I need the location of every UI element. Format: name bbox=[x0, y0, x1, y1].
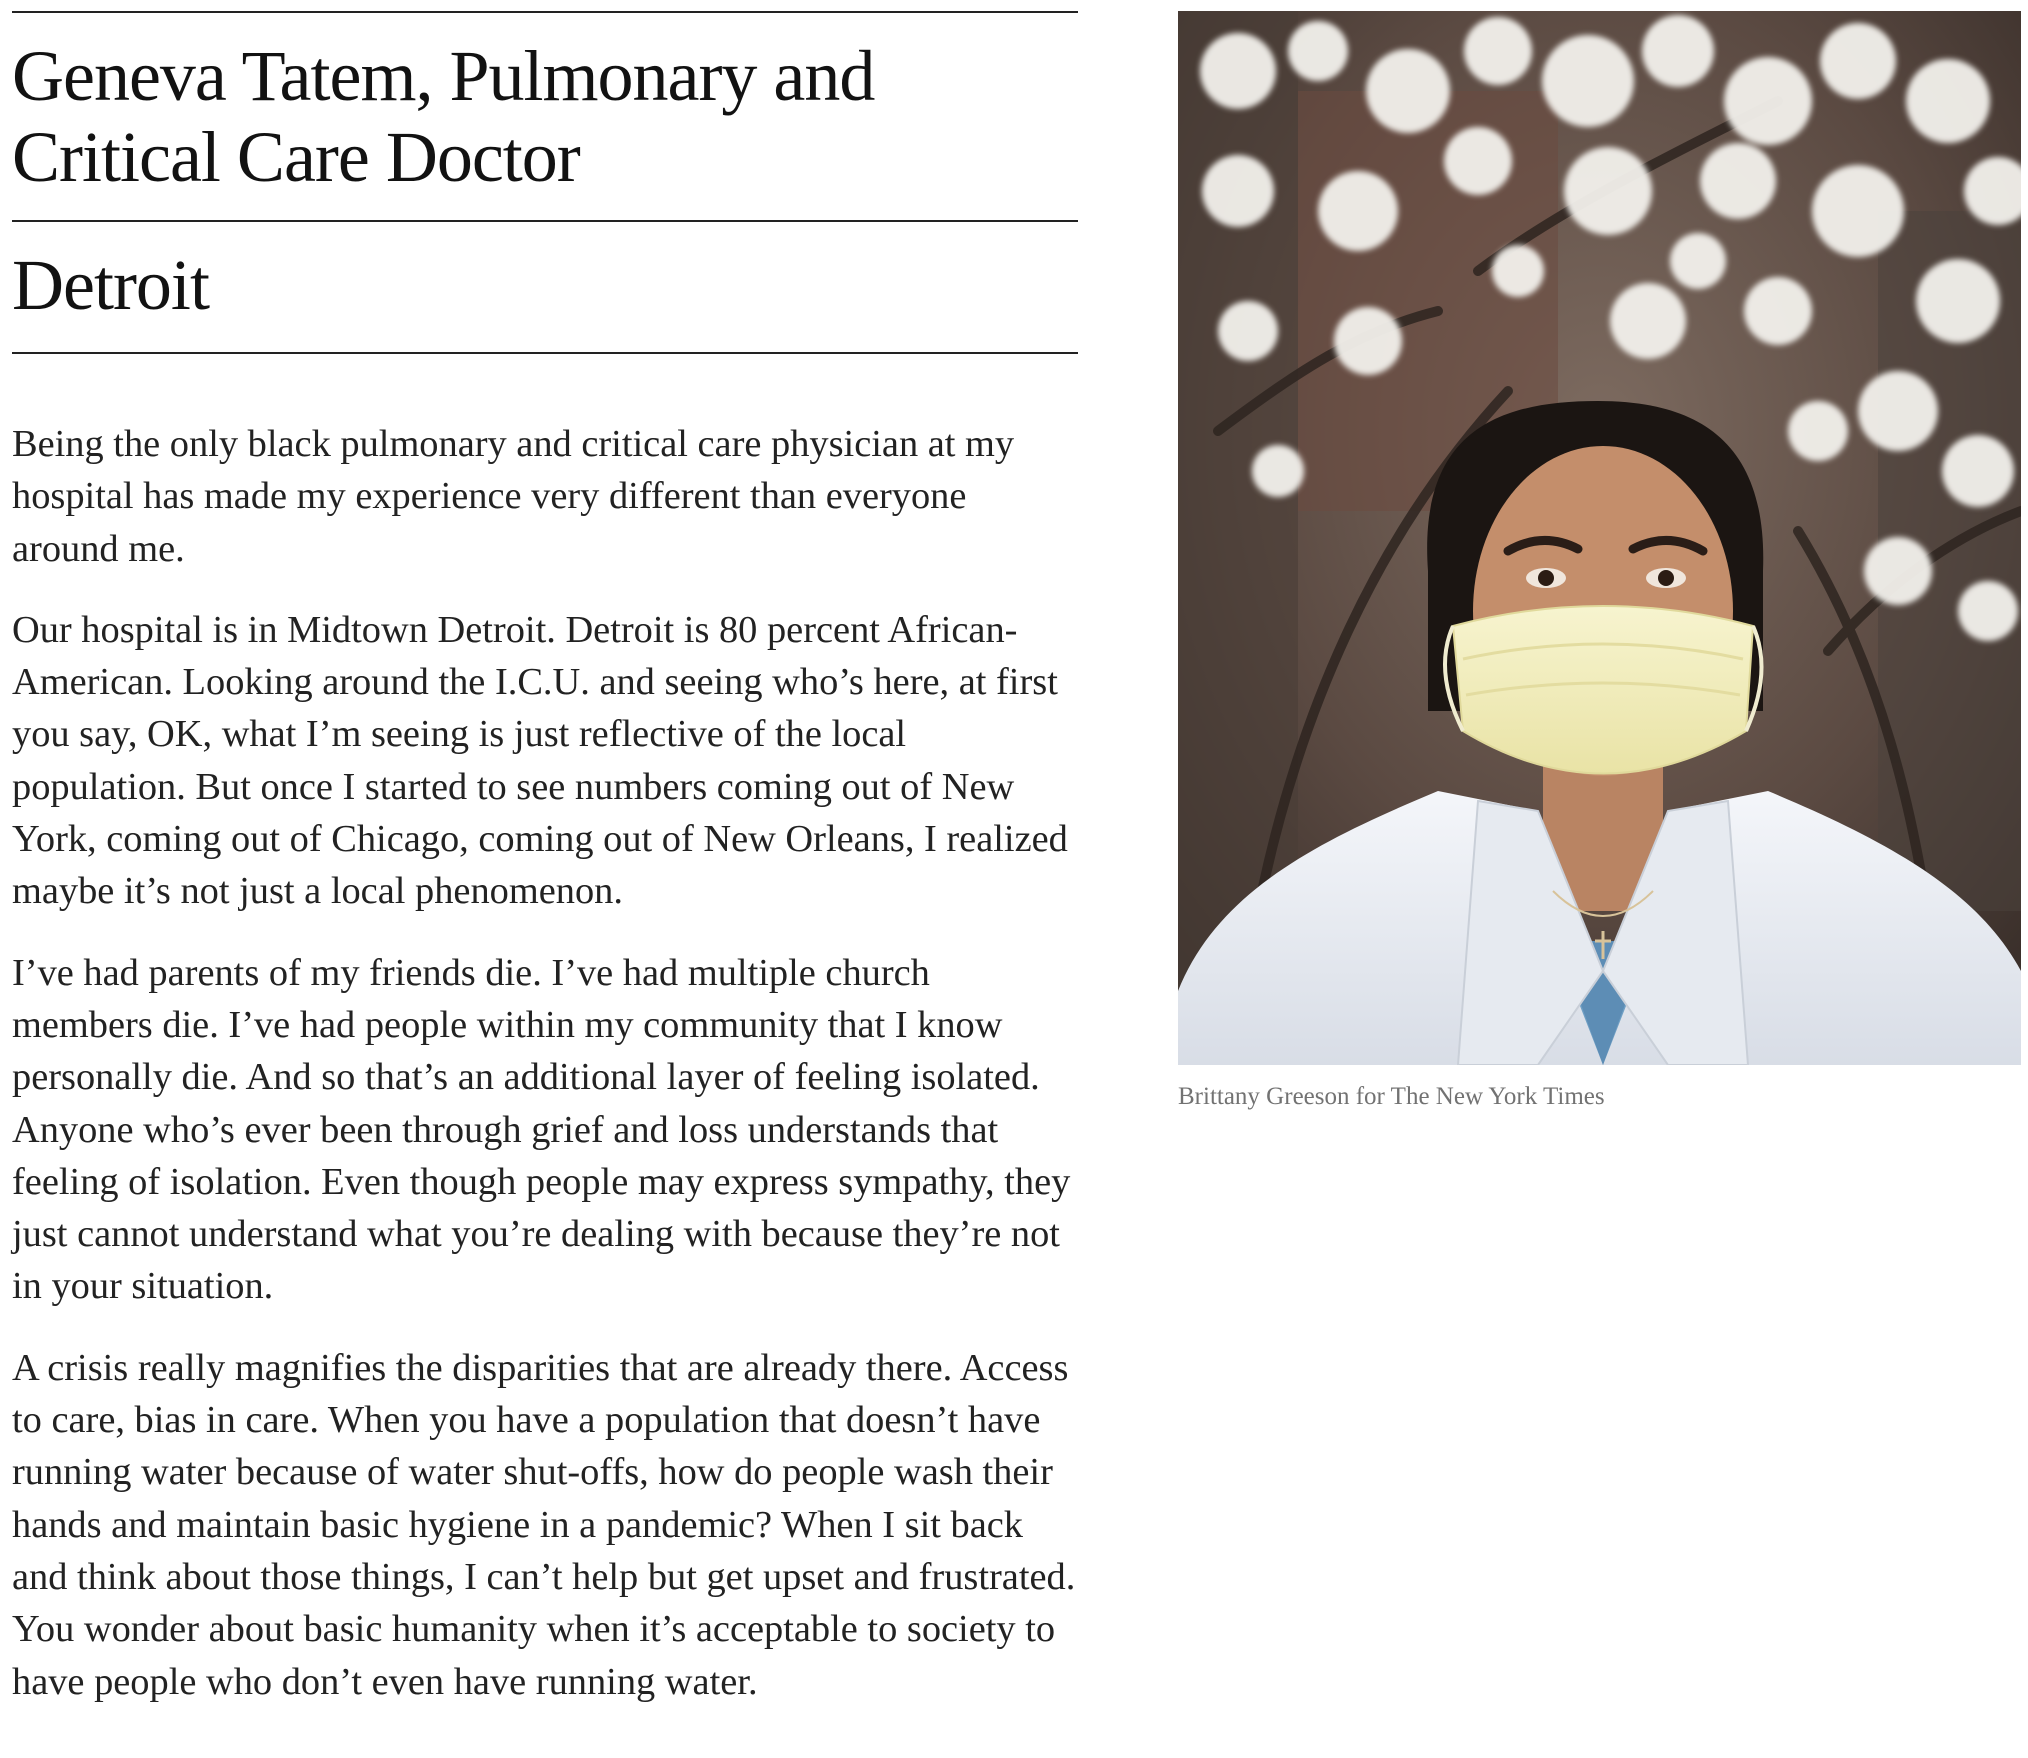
portrait-photo bbox=[1178, 11, 2021, 1065]
location-label: Detroit bbox=[12, 245, 209, 325]
location-divider bbox=[12, 352, 1078, 354]
body-paragraph: Our hospital is in Midtown Detroit. Detroit is 80 percent African-American. Looking around the I.C.U. and seeing who’s here, at first you say, OK, what I’m seeing is just reflective of the local population. But once I started to see numbers coming out of New York, coming out of Chicago, coming out of New Orleans, I realized maybe it’s not just a local phenomenon. bbox=[12, 608, 1068, 913]
body-paragraph: I’ve had parents of my friends die. I’ve had multiple church members die. I’ve had people within my community that I know personally die. And so that’s an additional layer of feeling isolated. Anyone who’s ever been through grief and loss understands that feeling of isolation. Even though people may express sympathy, they just cannot understand what you’re dealing with because they’re not in your situation. bbox=[12, 951, 1071, 1308]
portrait-figure bbox=[1178, 11, 2021, 1113]
article-headline: Geneva Tatem, Pulmonary and Critical Care Doctor bbox=[12, 36, 875, 197]
article-body bbox=[12, 418, 1078, 1737]
headline-divider bbox=[12, 220, 1078, 222]
photo-credit: Brittany Greeson for The New York Times bbox=[1178, 1083, 1605, 1110]
body-paragraph: Being the only black pulmonary and critical care physician at my hospital has made my experience very different than everyone around me. bbox=[12, 423, 1015, 570]
body-paragraph: A crisis really magnifies the disparities that are already there. Access to care, bias in care. When you have a population that doesn’t have running water because of water shut-offs, how do people wash their hands and maintain basic hygiene in a pandemic? When I sit back and think about those things, I can’t help but get upset and frustrated. You wonder about basic humanity when it’s acceptable to society to have people who don’t even have running water. bbox=[12, 1346, 1076, 1703]
top-divider bbox=[12, 11, 1078, 13]
